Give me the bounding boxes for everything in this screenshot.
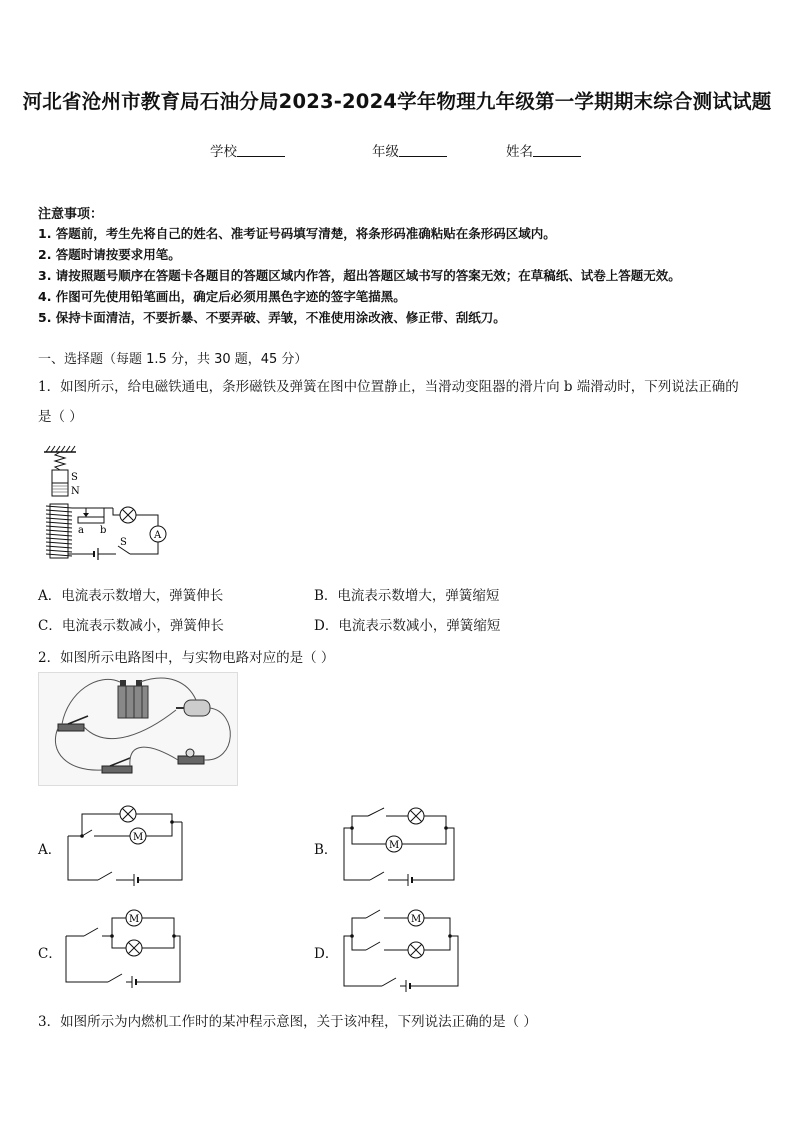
q2-option-d[interactable]: D． (314, 946, 339, 962)
q2-option-b[interactable]: B． (314, 842, 338, 858)
rheostat-b-label: b (100, 525, 107, 536)
name-label: 姓名 (506, 144, 533, 160)
motor-label: M (129, 914, 140, 925)
motor-label: M (133, 832, 144, 843)
q2-option-d-diagram[interactable] (340, 906, 464, 992)
school-blank[interactable] (237, 142, 285, 157)
name-field (506, 140, 581, 160)
ammeter-label: A (154, 530, 162, 541)
q2-physical-circuit-photo (38, 672, 238, 786)
q1-stem-line1: 1．如图所示，给电磁铁通电，条形磁铁及弹簧在图中位置静止，当滑动变阻器的滑片向 b 端滑动时，下列说法正确的 (38, 379, 739, 395)
page-title: 河北省沧州市教育局石油分局2023-2024学年物理九年级第一学期期末综合测试试题 (22, 90, 772, 113)
q2-option-c-diagram[interactable] (62, 906, 186, 990)
q2-option-a[interactable]: A． (38, 842, 62, 858)
name-blank[interactable] (533, 142, 581, 157)
q1-circuit-figure (38, 442, 178, 566)
motor-label: M (389, 840, 400, 851)
n-pole-label: N (71, 486, 80, 497)
notice-item: 2. 答题时请按要求用笔。 (38, 247, 181, 262)
notice-item: 1. 答题前，考生先将自己的姓名、准考证号码填写清楚，将条形码准确粘贴在条形码区域内。 (38, 226, 556, 241)
q1-stem-line2: 是（ ） (38, 409, 83, 425)
q2-stem: 2．如图所示电路图中，与实物电路对应的是（ ） (38, 650, 335, 666)
motor-label: M (411, 914, 422, 925)
q2-option-a-diagram[interactable] (62, 800, 188, 888)
grade-label: 年级 (372, 144, 399, 160)
rheostat-a-label: a (78, 525, 84, 536)
grade-field (372, 140, 447, 160)
notice-heading: 注意事项： (38, 207, 104, 222)
battery-pack (118, 680, 148, 718)
q1-option-d[interactable]: D．电流表示数减小，弹簧缩短 (314, 618, 501, 634)
school-field (210, 140, 285, 160)
grade-blank[interactable] (399, 142, 447, 157)
q1-option-b[interactable]: B．电流表示数增大，弹簧缩短 (314, 588, 500, 604)
q1-option-a[interactable]: A．电流表示数增大，弹簧伸长 (38, 588, 224, 604)
switch-label: S (120, 537, 127, 548)
q2-option-b-diagram[interactable] (340, 804, 460, 888)
section-heading: 一、选择题（每题 1.5 分，共 30 题，45 分） (38, 352, 308, 367)
school-label: 学校 (210, 144, 237, 160)
q2-option-c[interactable]: C． (38, 946, 62, 962)
q1-option-c[interactable]: C．电流表示数减小，弹簧伸长 (38, 618, 224, 634)
notice-item: 5. 保持卡面清洁，不要折暴、不要弄破、弄皱，不准使用涂改液、修正带、刮纸刀。 (38, 310, 506, 325)
q3-stem: 3．如图所示为内燃机工作时的某冲程示意图，关于该冲程，下列说法正确的是（ ） (38, 1014, 537, 1030)
notice-item: 3. 请按照题号顺序在答题卡各题目的答题区域内作答，超出答题区域书写的答案无效；在草稿纸、试卷上答题无效。 (38, 268, 681, 283)
notice-item: 4. 作图可先使用铅笔画出，确定后必须用黑色字迹的签字笔描黑。 (38, 289, 406, 304)
s-pole-label: S (71, 472, 78, 483)
